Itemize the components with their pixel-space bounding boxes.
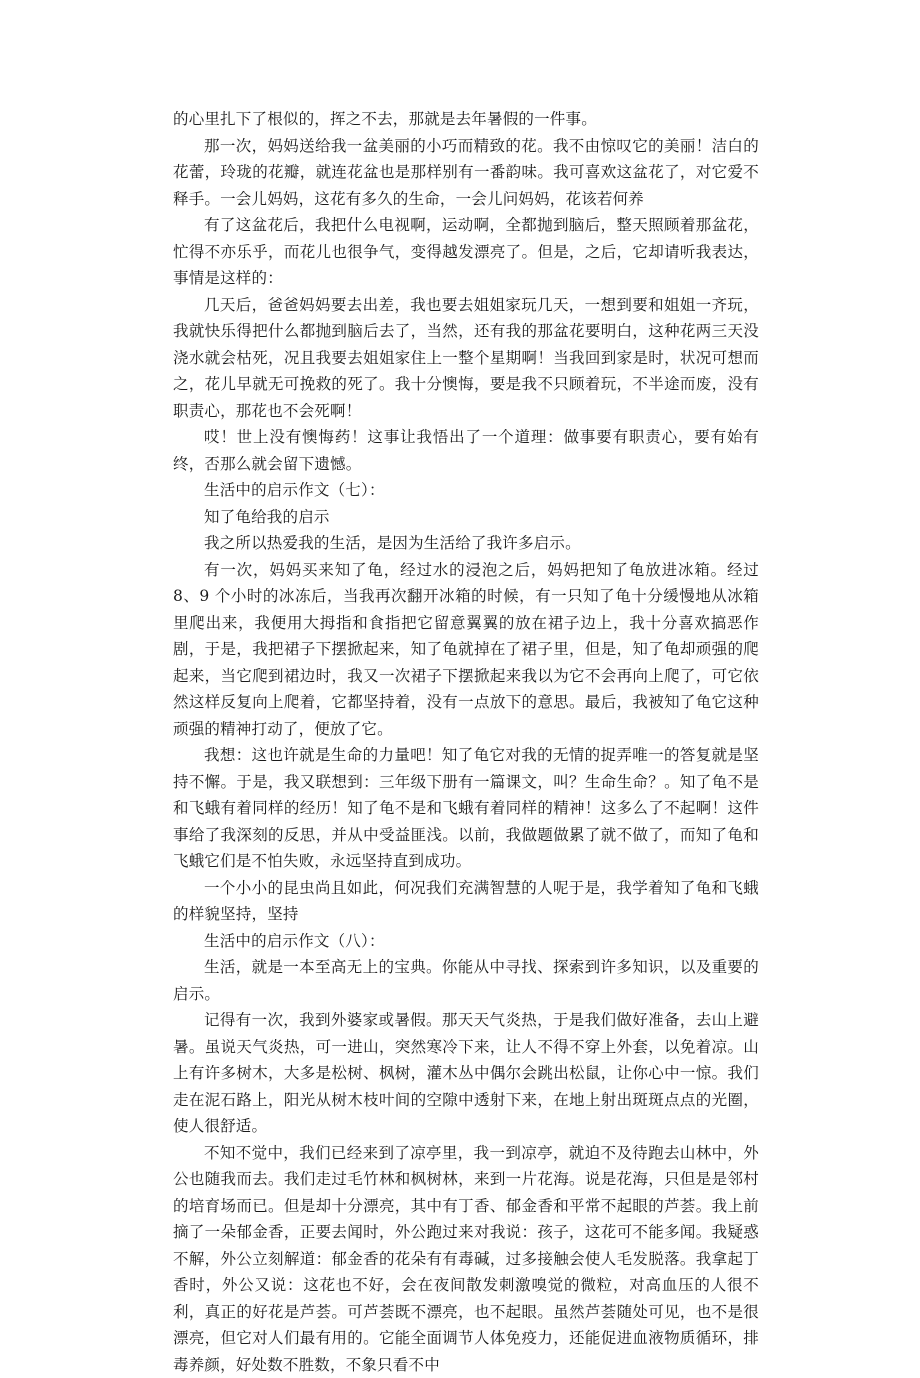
paragraph: 那一次，妈妈送给我一盆美丽的小巧而精致的花。我不由惊叹它的美丽！洁白的花蕾，玲珑的花瓣，就连花盆也是那样别有一番韵味。我可喜欢这盆花了，对它爱不释手。一会儿妈妈，这花有多久的生命，一会儿问妈妈，花该若何养 — [173, 133, 759, 213]
paragraph: 我之所以热爱我的生活，是因为生活给了我许多启示。 — [173, 530, 759, 557]
paragraph: 几天后，爸爸妈妈要去出差，我也要去姐姐家玩几天，一想到要和姐姐一齐玩，我就快乐得把什么都抛到脑后去了，当然，还有我的那盆花要明白，这种花两三天没浇水就会枯死，况且我要去姐姐家住上一整个星期啊！当我回到家是时，状况可想而之，花儿早就无可挽救的死了。我十分懊悔，要是我不只顾着玩，不半途而废，没有职责心，那花也不会死啊！ — [173, 292, 759, 425]
paragraph: 不知不觉中，我们已经来到了凉亭里，我一到凉亭，就迫不及待跑去山林中，外公也随我而去。我们走过毛竹林和枫树林，来到一片花海。说是花海，只但是是邻村的培育场而已。但是却十分漂亮，其中有丁香、郁金香和平常不起眼的芦荟。我上前摘了一朵郁金香，正要去闻时，外公跑过来对我说：孩子，这花可不能多闻。我疑惑不解，外公立刻解道：郁金香的花朵有有毒碱，过多接触会使人毛发脱落。我拿起丁香时，外公又说：这花也不好，会在夜间散发刺激嗅觉的微粒，对高血压的人很不利，真正的好花是芦荟。可芦荟既不漂亮，也不起眼。虽然芦荟随处可见，也不是很漂亮，但它对人们最有用的。它能全面调节人体免疫力，还能促进血液物质循环，排毒养颜，好处数不胜数，不象只看不中 — [173, 1140, 759, 1378]
section-heading: 生活中的启示作文（七）： — [173, 477, 759, 504]
essay-title: 知了龟给我的启示 — [173, 504, 759, 531]
paragraph: 生活，就是一本至高无上的宝典。你能从中寻找、探索到许多知识，以及重要的启示。 — [173, 954, 759, 1007]
paragraph: 记得有一次，我到外婆家或暑假。那天天气炎热，于是我们做好准备，去山上避暑。虽说天气炎热，可一进山，突然寒冷下来，让人不得不穿上外套，以免着凉。山上有许多树木，大多是松树、枫树，灌木丛中偶尔会跳出松鼠，让你心中一惊。我们走在泥石路上，阳光从树木枝叶间的空隙中透射下来，在地上射出斑斑点点的光圈，使人很舒适。 — [173, 1007, 759, 1140]
paragraph: 一个小小的昆虫尚且如此，何况我们充满智慧的人呢于是，我学着知了龟和飞蛾的样貌坚持，坚持 — [173, 875, 759, 928]
section-heading: 生活中的启示作文（八）： — [173, 928, 759, 955]
paragraph: 我想：这也许就是生命的力量吧！知了龟它对我的无情的捉弄唯一的答复就是坚持不懈。于是，我又联想到：三年级下册有一篇课文，叫？生命生命？。知了龟不是和飞蛾有着同样的经历！知了龟不是和飞蛾有着同样的精神！这多么了不起啊！这件事给了我深刻的反思，并从中受益匪浅。以前，我做题做累了就不做了，而知了龟和飞蛾它们是不怕失败，永远坚持直到成功。 — [173, 742, 759, 875]
paragraph: 的心里扎下了根似的，挥之不去，那就是去年暑假的一件事。 — [173, 106, 759, 133]
essay-body — [173, 106, 759, 1378]
paragraph: 有一次，妈妈买来知了龟，经过水的浸泡之后，妈妈把知了龟放进冰箱。经过 8、9 个小时的冰冻后，当我再次翻开冰箱的时候，有一只知了龟十分缓慢地从冰箱里爬出来，我便用大拇指和食指把它留意翼翼的放在裙子边上，我十分喜欢搞恶作剧，于是，我把裙子下摆掀起来，知了龟就掉在了裙子里，但是，知了龟却顽强的爬起来，当它爬到裙边时，我又一次裙子下摆掀起来我以为它不会再向上爬了，可它依然这样反复向上爬着，它都坚持着，没有一点放下的意思。最后，我被知了龟它这种顽强的精神打动了，便放了它。 — [173, 557, 759, 743]
paragraph: 哎！世上没有懊悔药！这事让我悟出了一个道理：做事要有职责心，要有始有终，否那么就会留下遗憾。 — [173, 424, 759, 477]
paragraph: 有了这盆花后，我把什么电视啊，运动啊，全都抛到脑后，整天照顾着那盆花，忙得不亦乐乎，而花儿也很争气，变得越发漂亮了。但是，之后，它却请听我表达，事情是这样的： — [173, 212, 759, 292]
